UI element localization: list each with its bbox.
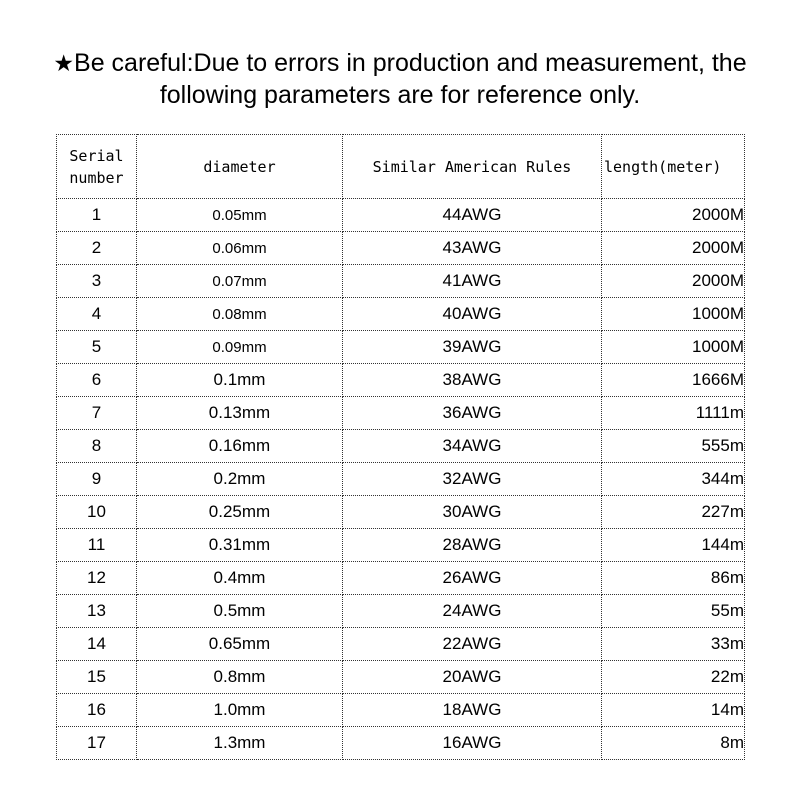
- header-serial-line-1: Serial: [69, 146, 124, 165]
- table-row: [57, 298, 745, 331]
- serial-cell: 2: [57, 232, 137, 265]
- length-cell: 55m: [602, 595, 745, 628]
- table-row: [57, 331, 745, 364]
- awg-cell: 39AWG: [343, 331, 602, 364]
- diameter-cell: 0.13mm: [137, 397, 343, 430]
- awg-cell: 44AWG: [343, 199, 602, 232]
- diameter-cell: 0.1mm: [137, 364, 343, 397]
- star-icon: ★: [53, 50, 75, 76]
- diameter-cell: 0.5mm: [137, 595, 343, 628]
- serial-cell: 13: [57, 595, 137, 628]
- awg-cell: 30AWG: [343, 496, 602, 529]
- notice-line-1: [0, 47, 800, 79]
- awg-cell: 16AWG: [343, 727, 602, 760]
- table-row: [57, 430, 745, 463]
- table-row: [57, 496, 745, 529]
- length-cell: 22m: [602, 661, 745, 694]
- diameter-cell: 0.05mm: [137, 199, 343, 232]
- length-cell: 555m: [602, 430, 745, 463]
- serial-cell: 10: [57, 496, 137, 529]
- serial-cell: 4: [57, 298, 137, 331]
- length-cell: 2000M: [602, 265, 745, 298]
- diameter-cell: 0.08mm: [137, 298, 343, 331]
- table-row: [57, 463, 745, 496]
- table-row: [57, 199, 745, 232]
- awg-cell: 24AWG: [343, 595, 602, 628]
- length-cell: 8m: [602, 727, 745, 760]
- header-awg: Similar American Rules: [343, 135, 602, 199]
- table-row: [57, 661, 745, 694]
- table-row: [57, 595, 745, 628]
- table-row: [57, 727, 745, 760]
- length-cell: 86m: [602, 562, 745, 595]
- diameter-cell: 0.65mm: [137, 628, 343, 661]
- header-row: [57, 135, 745, 199]
- header-serial-number: [57, 135, 137, 199]
- awg-cell: 43AWG: [343, 232, 602, 265]
- awg-cell: 40AWG: [343, 298, 602, 331]
- table-row: [57, 265, 745, 298]
- serial-cell: 9: [57, 463, 137, 496]
- table-row: [57, 562, 745, 595]
- length-cell: 1000M: [602, 298, 745, 331]
- awg-cell: 26AWG: [343, 562, 602, 595]
- serial-cell: 8: [57, 430, 137, 463]
- serial-cell: 17: [57, 727, 137, 760]
- awg-cell: 34AWG: [343, 430, 602, 463]
- table-row: [57, 694, 745, 727]
- serial-cell: 15: [57, 661, 137, 694]
- length-cell: 227m: [602, 496, 745, 529]
- awg-cell: 36AWG: [343, 397, 602, 430]
- serial-cell: 11: [57, 529, 137, 562]
- header-serial-line-2: number: [69, 168, 124, 187]
- diameter-cell: 0.4mm: [137, 562, 343, 595]
- awg-cell: 32AWG: [343, 463, 602, 496]
- diameter-cell: 1.0mm: [137, 694, 343, 727]
- table-row: [57, 232, 745, 265]
- diameter-cell: 0.07mm: [137, 265, 343, 298]
- serial-cell: 16: [57, 694, 137, 727]
- table-body: [57, 199, 745, 760]
- serial-cell: 6: [57, 364, 137, 397]
- header-length: length(meter): [602, 135, 745, 199]
- table-row: [57, 529, 745, 562]
- awg-cell: 18AWG: [343, 694, 602, 727]
- serial-cell: 12: [57, 562, 137, 595]
- length-cell: 33m: [602, 628, 745, 661]
- diameter-cell: 0.31mm: [137, 529, 343, 562]
- diameter-cell: 0.25mm: [137, 496, 343, 529]
- diameter-cell: 0.16mm: [137, 430, 343, 463]
- serial-cell: 7: [57, 397, 137, 430]
- table-row: [57, 628, 745, 661]
- diameter-cell: 0.06mm: [137, 232, 343, 265]
- diameter-cell: 1.3mm: [137, 727, 343, 760]
- table-row: [57, 397, 745, 430]
- serial-cell: 3: [57, 265, 137, 298]
- serial-cell: 14: [57, 628, 137, 661]
- table-row: [57, 364, 745, 397]
- length-cell: 1666M: [602, 364, 745, 397]
- diameter-cell: 0.8mm: [137, 661, 343, 694]
- length-cell: 144m: [602, 529, 745, 562]
- awg-cell: 41AWG: [343, 265, 602, 298]
- awg-cell: 20AWG: [343, 661, 602, 694]
- wire-spec-table: [56, 134, 745, 760]
- notice-heading: [0, 47, 800, 111]
- length-cell: 2000M: [602, 232, 745, 265]
- length-cell: 344m: [602, 463, 745, 496]
- notice-line-1-text: Be careful:Due to errors in production and measurement, the: [74, 49, 747, 77]
- length-cell: 2000M: [602, 199, 745, 232]
- serial-cell: 5: [57, 331, 137, 364]
- length-cell: 14m: [602, 694, 745, 727]
- header-diameter: diameter: [137, 135, 343, 199]
- awg-cell: 28AWG: [343, 529, 602, 562]
- notice-line-2: following parameters are for reference only.: [159, 81, 641, 109]
- awg-cell: 22AWG: [343, 628, 602, 661]
- length-cell: 1111m: [602, 397, 745, 430]
- length-cell: 1000M: [602, 331, 745, 364]
- awg-cell: 38AWG: [343, 364, 602, 397]
- diameter-cell: 0.2mm: [137, 463, 343, 496]
- diameter-cell: 0.09mm: [137, 331, 343, 364]
- serial-cell: 1: [57, 199, 137, 232]
